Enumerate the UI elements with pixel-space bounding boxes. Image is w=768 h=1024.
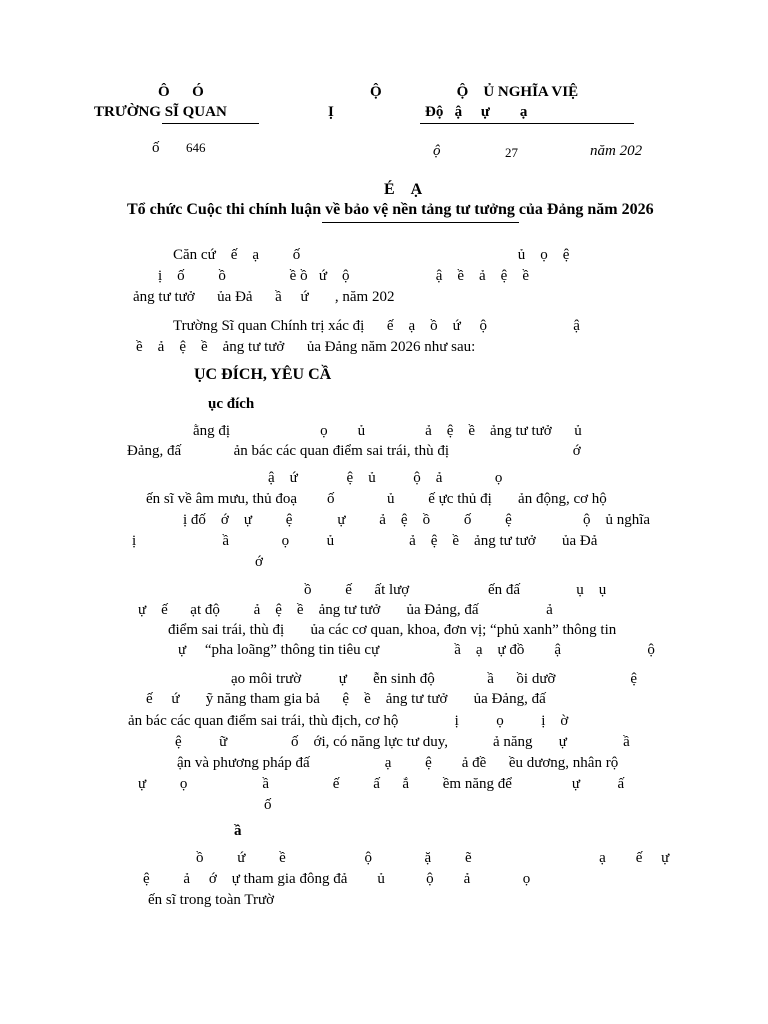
section1-subheading: ục đích	[208, 396, 255, 412]
section1-p1-line: ớ	[255, 554, 263, 570]
header-left-line1: Ô Ó	[158, 84, 204, 100]
section1-p1-line: ị đố ớ ự ệ ự ả ệ ồ ố ệ ộ ủ nghĩa	[183, 512, 651, 528]
header-left-underline	[162, 123, 259, 124]
section2-p1-line: ồ ứ ề ộ ặ ẽ ạ ế ự	[196, 850, 670, 866]
section1-p1-line: ến sĩ về âm mưu, thủ đoạ ố ủ ế ực thủ đị ản động, cơ hộ	[146, 491, 607, 507]
plan-title: Tổ chức Cuộc thi chính luận về bảo vệ nền tảng tư tưởng của Đảng năm 2026	[127, 201, 654, 218]
section1-p1-line: Đảng, đấ ản bác các quan điểm sai trái, thù đị ớ	[127, 443, 581, 459]
header-right-underline	[420, 123, 634, 124]
section1-p2-line: ự “pha loãng” thông tin tiêu cự ầ ạ ự đồ ậ ộ	[178, 642, 655, 658]
date-prefix: ộ	[433, 143, 441, 159]
section1-p3-line: ệ ữ ố ới, có năng lực tư duy, ả năng ự ầ	[175, 734, 630, 750]
section1-p2-line: ồ ế ất lượ ến đấ ụ ụ	[304, 582, 607, 598]
section2-p1-line: ệ ả ớ ự tham gia đông đả ủ ộ ả ọ	[143, 871, 531, 887]
header-right-line1: Ộ Ộ Ủ NGHĨA VIỆ	[370, 84, 579, 100]
body-line-5: ề ả ệ ề ảng tư tưở ủa Đảng năm 2026 như sau:	[136, 339, 476, 355]
section1-p1-line: ậ ứ ệ ủ ộ ả ọ	[268, 470, 503, 486]
plan-title-label: É Ạ	[384, 181, 423, 198]
section1-p3-line: ận và phương pháp đấ ạ ệ ả đề ều dương, nhân rộ	[177, 755, 619, 771]
header-school-name: TRƯỜNG SĨ QUAN	[94, 104, 227, 120]
section1-p1-line: ị ầ ọ ủ ả ệ ề ảng tư tưở ủa Đả	[132, 533, 598, 549]
section1-heading: ỤC ĐÍCH, YÊU CẦ	[194, 366, 332, 383]
section1-p3-line: ạo môi trườ ự ễn sinh độ ầ ồi dưỡ ệ	[231, 671, 638, 687]
doc-number: 646	[186, 140, 206, 155]
section1-p3-line: ản bác các quan điểm sai trái, thù địch, cơ hộ ị ọ ị ờ	[128, 713, 569, 729]
section1-p3-line: ế ứ ỹ năng tham gia bả ệ ề ảng tư tưở ủa Đảng, đấ	[146, 691, 546, 707]
section1-p1-line: ằng đị ọ ủ ả ệ ề ảng tư tưở ủ	[193, 423, 582, 439]
title-underline	[322, 222, 519, 223]
date-day: 27	[505, 145, 518, 160]
section1-p2-line: ự ế ạt độ ả ệ ề ảng tư tưở ủa Đảng, đấ ả	[138, 602, 553, 618]
body-line-4: Trường Sĩ quan Chính trị xác đị ế ạ ồ ứ ộ ậ	[173, 318, 580, 334]
body-line-3: ảng tư tưở ủa Đả ầ ứ , năm 202	[133, 289, 395, 305]
header-school-name-cont: Ị	[328, 104, 334, 120]
section2-subheading: ầ	[234, 823, 242, 839]
section1-p3-line: ự ọ ầ ế ấ ắ ềm năng để ự ấ	[138, 776, 625, 792]
section2-p1-line: ến sĩ trong toàn Trườ	[148, 892, 275, 908]
section1-p3-line: ố	[264, 797, 272, 813]
body-line-1: Căn cứ ế ạ ố ủ ọ ệ	[173, 247, 570, 263]
header-right-motto: Độ ậ ự ạ	[425, 104, 528, 120]
doc-number-prefix: ố	[152, 140, 160, 156]
body-line-2: ị ố ồ ề ồ ứ ộ ậ ề ả ệ ề	[158, 268, 529, 284]
date-year: năm 202	[590, 143, 643, 159]
section1-p2-line: điểm sai trái, thù đị ủa các cơ quan, khoa, đơn vị; “phủ xanh” thông tin	[168, 622, 617, 638]
